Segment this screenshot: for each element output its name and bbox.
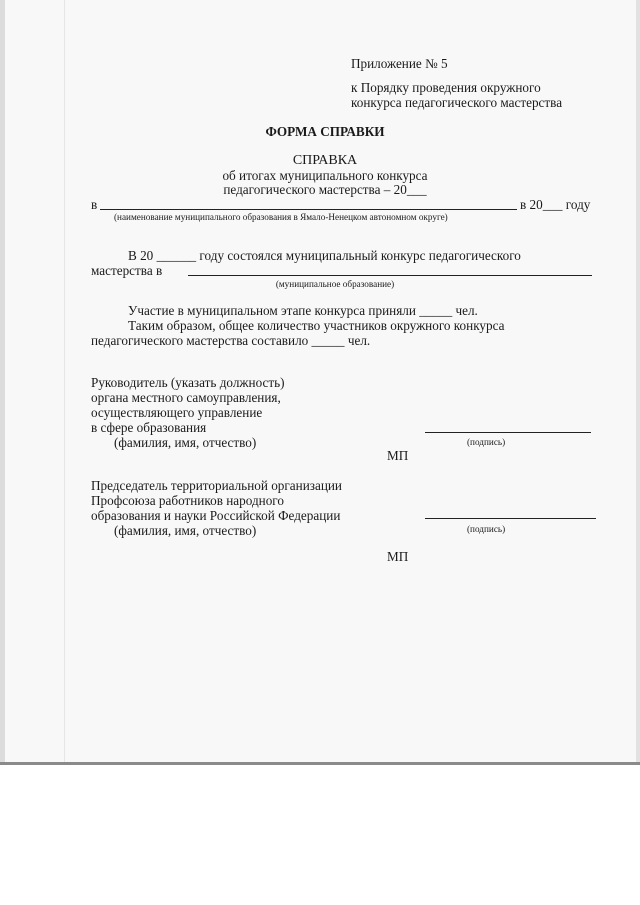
appendix-ref-line2: конкурса педагогического мастерства [351, 95, 563, 110]
certificate-title: СПРАВКА [292, 153, 358, 168]
signature1-line4: в сфере образования [91, 420, 207, 435]
paragraph1-underline [188, 275, 592, 276]
appendix-number: Приложение № 5 [351, 56, 448, 71]
signature2-sign-line [425, 518, 596, 519]
signature2-line2: Профсоюза работников народного [91, 493, 284, 508]
municipality-caption: (наименование муниципального образования в Ямало-Ненецком автономном округе) [114, 212, 448, 222]
signature1-name-label: (фамилия, имя, отчество) [114, 435, 257, 450]
page-left-edge [0, 0, 5, 762]
appendix-ref-line1: к Порядку проведения окружного [351, 80, 541, 95]
signature1-line2: органа местного самоуправления, [91, 390, 281, 405]
signature1-sign-caption: (подпись) [467, 437, 506, 447]
paragraph1-line1: В 20 ______ году состоялся муниципальный конкурс педагогического [128, 248, 521, 263]
form-title: ФОРМА СПРАВКИ [265, 124, 385, 139]
municipality-year: в 20___ году [520, 197, 591, 212]
signature2-name-label: (фамилия, имя, отчество) [114, 523, 257, 538]
paragraph2-line2: Таким образом, общее количество участников окружного конкурса [128, 318, 505, 333]
paragraph2-line1: Участие в муниципальном этапе конкурса приняли _____ чел. [128, 303, 478, 318]
paragraph1-caption: (муниципальное образование) [275, 279, 395, 289]
signature2-line1: Председатель территориальной организации [91, 478, 342, 493]
signature2-sign-caption: (подпись) [467, 524, 506, 534]
paragraph1-line2: мастерства в [91, 263, 163, 278]
municipality-underline [100, 209, 517, 210]
signature2-stamp: МП [387, 549, 409, 564]
signature2-line3: образования и науки Российской Федерации [91, 508, 341, 523]
municipality-prefix: в [91, 197, 98, 212]
page-fold-line [64, 0, 65, 762]
signature1-line3: осуществляющего управление [91, 405, 263, 420]
signature1-sign-line [425, 432, 591, 433]
paragraph2-line3: педагогического мастерства составило _____ чел. [91, 333, 371, 348]
page-right-edge [636, 0, 640, 762]
certificate-subtitle-line1: об итогах муниципального конкурса [222, 168, 428, 183]
signature1-line1: Руководитель (указать должность) [91, 375, 285, 390]
certificate-subtitle-line2: педагогического мастерства – 20___ [223, 182, 427, 197]
signature1-stamp: МП [387, 448, 409, 463]
